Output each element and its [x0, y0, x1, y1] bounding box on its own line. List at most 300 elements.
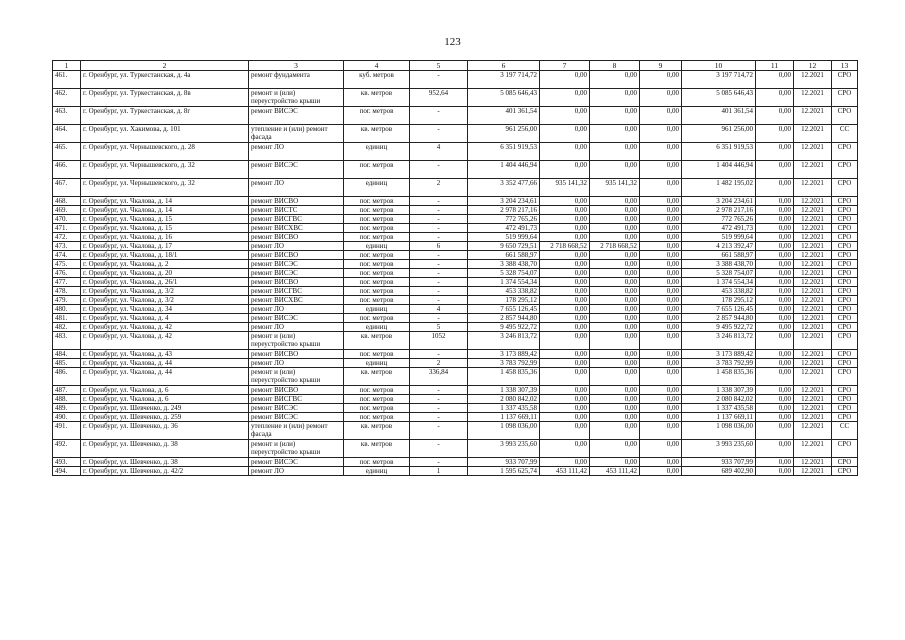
deadline-cell: 12.2021: [794, 386, 832, 395]
cost-cell: 0,00: [590, 386, 640, 395]
total-cost-cell: 472 491,73: [468, 224, 540, 233]
cost-cell: 772 765,26: [682, 215, 756, 224]
unit-cell: пог. метров: [344, 278, 410, 287]
address-cell: г. Оренбург, ул. Шевченко, д. 38: [81, 458, 249, 467]
deadline-cell: 12.2021: [794, 215, 832, 224]
cost-cell: 0,00: [540, 305, 590, 314]
table-row: [53, 332, 858, 350]
address-cell: г. Оренбург, ул. Шевченко, д. 259: [81, 413, 249, 422]
cost-cell: 0,00: [540, 224, 590, 233]
cost-cell: 2 857 944,80: [682, 314, 756, 323]
row-number: 489.: [53, 404, 81, 413]
method-cell: СРО: [832, 71, 858, 89]
table-row: [53, 242, 858, 251]
address-cell: г. Оренбург, ул. Шевченко, д. 38: [81, 440, 249, 458]
cost-cell: 0,00: [640, 305, 682, 314]
unit-cell: пог. метров: [344, 413, 410, 422]
cost-cell: 0,00: [540, 386, 590, 395]
total-cost-cell: 5 328 754,07: [468, 269, 540, 278]
row-number: 481.: [53, 314, 81, 323]
row-number: 461.: [53, 71, 81, 89]
cost-cell: 0,00: [756, 422, 794, 440]
quantity-cell: -: [410, 125, 468, 143]
cost-cell: 0,00: [540, 161, 590, 179]
deadline-cell: 12.2021: [794, 395, 832, 404]
work-type-cell: ремонт ВИСВО: [249, 350, 344, 359]
unit-cell: единиц: [344, 305, 410, 314]
row-number: 488.: [53, 395, 81, 404]
table-row: [53, 224, 858, 233]
row-number: 492.: [53, 440, 81, 458]
column-header: 2: [81, 61, 249, 71]
address-cell: г. Оренбург, ул. Туркестанская, д. 4а: [81, 71, 249, 89]
method-cell: СРО: [832, 368, 858, 386]
cost-cell: 0,00: [590, 107, 640, 125]
deadline-cell: 12.2021: [794, 269, 832, 278]
unit-cell: единиц: [344, 359, 410, 368]
work-type-cell: ремонт ВИСЭС: [249, 260, 344, 269]
cost-cell: 0,00: [590, 278, 640, 287]
work-type-cell: ремонт ВИСЭС: [249, 161, 344, 179]
unit-cell: единиц: [344, 467, 410, 476]
work-type-cell: ремонт ВИСЭС: [249, 314, 344, 323]
address-cell: г. Оренбург, ул. Чкалова, д. 3/2: [81, 287, 249, 296]
row-number: 464.: [53, 125, 81, 143]
cost-cell: 519 999,64: [682, 233, 756, 242]
cost-cell: 0,00: [640, 458, 682, 467]
method-cell: СРО: [832, 386, 858, 395]
cost-cell: 0,00: [590, 143, 640, 161]
work-type-cell: ремонт ЛО: [249, 305, 344, 314]
cost-cell: 0,00: [590, 332, 640, 350]
cost-cell: 0,00: [756, 71, 794, 89]
deadline-cell: 12.2021: [794, 206, 832, 215]
work-type-cell: ремонт ЛО: [249, 467, 344, 476]
cost-cell: 0,00: [540, 278, 590, 287]
cost-cell: 0,00: [590, 125, 640, 143]
cost-cell: 0,00: [540, 422, 590, 440]
cost-cell: 401 361,54: [682, 107, 756, 125]
work-type-cell: ремонт ВИСЭС: [249, 458, 344, 467]
cost-cell: 0,00: [640, 125, 682, 143]
total-cost-cell: 2 978 217,16: [468, 206, 540, 215]
deadline-cell: 12.2021: [794, 224, 832, 233]
method-cell: СРО: [832, 296, 858, 305]
cost-cell: 0,00: [540, 287, 590, 296]
column-header: 3: [249, 61, 344, 71]
table-row: [53, 404, 858, 413]
cost-cell: 0,00: [640, 440, 682, 458]
total-cost-cell: 1 458 835,36: [468, 368, 540, 386]
table-row: [53, 314, 858, 323]
table-row: [53, 278, 858, 287]
cost-cell: 0,00: [756, 161, 794, 179]
table-row: [53, 395, 858, 404]
cost-cell: 0,00: [640, 395, 682, 404]
address-cell: г. Оренбург, ул. Чкалова, д. 6: [81, 395, 249, 404]
table-row: [53, 206, 858, 215]
method-cell: СРО: [832, 242, 858, 251]
work-type-cell: ремонт фундамента: [249, 71, 344, 89]
row-number: 469.: [53, 206, 81, 215]
method-cell: СРО: [832, 467, 858, 476]
work-type-cell: ремонт ВИСВО: [249, 386, 344, 395]
table-row: [53, 467, 858, 476]
column-header: 8: [590, 61, 640, 71]
cost-cell: 3 173 889,42: [682, 350, 756, 359]
cost-cell: 0,00: [540, 359, 590, 368]
deadline-cell: 12.2021: [794, 314, 832, 323]
cost-cell: 0,00: [540, 71, 590, 89]
address-cell: г. Оренбург, ул. Шевченко, д. 249: [81, 404, 249, 413]
cost-cell: 0,00: [640, 332, 682, 350]
deadline-cell: 12.2021: [794, 179, 832, 197]
address-cell: г. Оренбург, ул. Чкалова, д. 43: [81, 350, 249, 359]
method-cell: СРО: [832, 323, 858, 332]
cost-cell: 0,00: [640, 287, 682, 296]
deadline-cell: 12.2021: [794, 260, 832, 269]
work-type-cell: ремонт и (или) переустройство крыши: [249, 368, 344, 386]
row-number: 470.: [53, 215, 81, 224]
quantity-cell: -: [410, 422, 468, 440]
cost-cell: 0,00: [540, 197, 590, 206]
column-header: 6: [468, 61, 540, 71]
cost-cell: 0,00: [640, 323, 682, 332]
cost-cell: 178 295,12: [682, 296, 756, 305]
row-number: 473.: [53, 242, 81, 251]
method-cell: СРО: [832, 143, 858, 161]
column-header: 4: [344, 61, 410, 71]
cost-cell: 933 707,99: [682, 458, 756, 467]
cost-cell: 0,00: [640, 260, 682, 269]
cost-cell: 0,00: [590, 251, 640, 260]
cost-cell: 0,00: [590, 395, 640, 404]
total-cost-cell: 5 085 646,43: [468, 89, 540, 107]
row-number: 487.: [53, 386, 81, 395]
quantity-cell: 336,84: [410, 368, 468, 386]
total-cost-cell: 2 857 944,80: [468, 314, 540, 323]
total-cost-cell: 3 352 477,66: [468, 179, 540, 197]
cost-cell: 0,00: [756, 413, 794, 422]
cost-cell: 0,00: [756, 314, 794, 323]
address-cell: г. Оренбург, ул. Чкалова, д. 20: [81, 269, 249, 278]
cost-cell: 0,00: [590, 458, 640, 467]
quantity-cell: -: [410, 404, 468, 413]
quantity-cell: -: [410, 269, 468, 278]
cost-cell: 0,00: [540, 413, 590, 422]
total-cost-cell: 772 765,26: [468, 215, 540, 224]
row-number: 491.: [53, 422, 81, 440]
method-cell: СРО: [832, 332, 858, 350]
work-type-cell: ремонт ЛО: [249, 179, 344, 197]
cost-cell: 0,00: [756, 251, 794, 260]
method-cell: СРО: [832, 404, 858, 413]
quantity-cell: -: [410, 278, 468, 287]
cost-cell: 1 337 435,58: [682, 404, 756, 413]
method-cell: СРО: [832, 89, 858, 107]
table-row: [53, 125, 858, 143]
cost-cell: 0,00: [756, 242, 794, 251]
cost-cell: 0,00: [590, 368, 640, 386]
cost-cell: 0,00: [640, 242, 682, 251]
quantity-cell: -: [410, 251, 468, 260]
row-number: 493.: [53, 458, 81, 467]
cost-cell: 0,00: [640, 296, 682, 305]
method-cell: СРО: [832, 269, 858, 278]
total-cost-cell: 1 098 036,00: [468, 422, 540, 440]
cost-cell: 0,00: [540, 368, 590, 386]
row-number: 494.: [53, 467, 81, 476]
unit-cell: пог. метров: [344, 296, 410, 305]
total-cost-cell: 961 256,00: [468, 125, 540, 143]
work-type-cell: ремонт ВИСХВС: [249, 296, 344, 305]
cost-cell: 0,00: [756, 296, 794, 305]
deadline-cell: 12.2021: [794, 305, 832, 314]
address-cell: г. Оренбург, ул. Шевченко, д. 36: [81, 422, 249, 440]
method-cell: СРО: [832, 287, 858, 296]
quantity-cell: -: [410, 413, 468, 422]
quantity-cell: -: [410, 224, 468, 233]
cost-cell: 0,00: [640, 224, 682, 233]
table-row: [53, 368, 858, 386]
total-cost-cell: 933 707,99: [468, 458, 540, 467]
cost-cell: 0,00: [640, 386, 682, 395]
cost-cell: 0,00: [590, 224, 640, 233]
cost-cell: 0,00: [640, 467, 682, 476]
quantity-cell: -: [410, 287, 468, 296]
work-type-cell: ремонт ЛО: [249, 359, 344, 368]
cost-cell: 0,00: [590, 323, 640, 332]
row-number: 490.: [53, 413, 81, 422]
work-type-cell: ремонт ВИСХВС: [249, 224, 344, 233]
cost-cell: 0,00: [756, 368, 794, 386]
table-row: [53, 350, 858, 359]
quantity-cell: -: [410, 314, 468, 323]
cost-cell: 0,00: [640, 278, 682, 287]
unit-cell: пог. метров: [344, 404, 410, 413]
table-row: [53, 287, 858, 296]
total-cost-cell: 519 999,64: [468, 233, 540, 242]
cost-cell: 5 328 754,07: [682, 269, 756, 278]
deadline-cell: 12.2021: [794, 422, 832, 440]
cost-cell: 0,00: [540, 314, 590, 323]
deadline-cell: 12.2021: [794, 332, 832, 350]
table-row: [53, 260, 858, 269]
column-header: 1: [53, 61, 81, 71]
total-cost-cell: 1 404 446,94: [468, 161, 540, 179]
cost-cell: 661 588,97: [682, 251, 756, 260]
address-cell: г. Оренбург, ул. Чкалова, д. 2: [81, 260, 249, 269]
method-cell: СРО: [832, 413, 858, 422]
work-type-cell: ремонт ВИСГВС: [249, 395, 344, 404]
cost-cell: 0,00: [640, 179, 682, 197]
cost-cell: 0,00: [756, 89, 794, 107]
unit-cell: кв. метров: [344, 125, 410, 143]
row-number: 477.: [53, 278, 81, 287]
deadline-cell: 12.2021: [794, 359, 832, 368]
work-type-cell: ремонт ВИСВО: [249, 251, 344, 260]
method-cell: СРО: [832, 440, 858, 458]
cost-cell: 7 655 126,45: [682, 305, 756, 314]
deadline-cell: 12.2021: [794, 458, 832, 467]
column-header: 5: [410, 61, 468, 71]
cost-cell: 0,00: [756, 206, 794, 215]
work-type-cell: ремонт ВИСЭС: [249, 107, 344, 125]
cost-cell: 0,00: [590, 404, 640, 413]
cost-cell: 0,00: [640, 215, 682, 224]
quantity-cell: -: [410, 350, 468, 359]
cost-cell: 1 338 307,39: [682, 386, 756, 395]
cost-cell: 3 783 792,99: [682, 359, 756, 368]
cost-cell: 6 351 919,53: [682, 143, 756, 161]
total-cost-cell: 3 204 234,61: [468, 197, 540, 206]
unit-cell: кв. метров: [344, 89, 410, 107]
cost-cell: 0,00: [590, 287, 640, 296]
cost-cell: 0,00: [756, 224, 794, 233]
unit-cell: пог. метров: [344, 206, 410, 215]
address-cell: г. Оренбург, ул. Чкалова, д. 34: [81, 305, 249, 314]
cost-cell: 0,00: [640, 314, 682, 323]
row-number: 475.: [53, 260, 81, 269]
deadline-cell: 12.2021: [794, 404, 832, 413]
cost-cell: 0,00: [590, 296, 640, 305]
quantity-cell: -: [410, 215, 468, 224]
cost-cell: 1 458 835,36: [682, 368, 756, 386]
cost-cell: 0,00: [756, 359, 794, 368]
cost-cell: 0,00: [590, 350, 640, 359]
unit-cell: пог. метров: [344, 386, 410, 395]
work-type-cell: ремонт ВИСЭС: [249, 413, 344, 422]
row-number: 474.: [53, 251, 81, 260]
deadline-cell: 12.2021: [794, 368, 832, 386]
table-row: [53, 269, 858, 278]
unit-cell: кв. метров: [344, 332, 410, 350]
table-row: [53, 71, 858, 89]
address-cell: г. Оренбург, ул. Чкалова, д. 3/2: [81, 296, 249, 305]
total-cost-cell: 453 338,82: [468, 287, 540, 296]
deadline-cell: 12.2021: [794, 323, 832, 332]
method-cell: СС: [832, 125, 858, 143]
quantity-cell: -: [410, 440, 468, 458]
address-cell: г. Оренбург, ул. Чернышевского, д. 32: [81, 179, 249, 197]
unit-cell: кв. метров: [344, 440, 410, 458]
unit-cell: пог. метров: [344, 197, 410, 206]
quantity-cell: 952,64: [410, 89, 468, 107]
cost-cell: 0,00: [540, 323, 590, 332]
method-cell: СРО: [832, 224, 858, 233]
quantity-cell: -: [410, 161, 468, 179]
cost-cell: 2 718 668,52: [540, 242, 590, 251]
cost-cell: 0,00: [756, 287, 794, 296]
method-cell: СРО: [832, 314, 858, 323]
quantity-cell: -: [410, 71, 468, 89]
row-number: 463.: [53, 107, 81, 125]
deadline-cell: 12.2021: [794, 278, 832, 287]
capital-repair-table: [52, 60, 858, 476]
cost-cell: 0,00: [590, 260, 640, 269]
work-type-cell: ремонт ЛО: [249, 242, 344, 251]
cost-cell: 0,00: [590, 215, 640, 224]
cost-cell: 9 495 922,72: [682, 323, 756, 332]
table-row: [53, 413, 858, 422]
cost-cell: 5 085 646,43: [682, 89, 756, 107]
cost-cell: 3 197 714,72: [682, 71, 756, 89]
work-type-cell: ремонт ВИСГВС: [249, 287, 344, 296]
quantity-cell: -: [410, 206, 468, 215]
row-number: 484.: [53, 350, 81, 359]
table-row: [53, 386, 858, 395]
cost-cell: 453 338,82: [682, 287, 756, 296]
deadline-cell: 12.2021: [794, 287, 832, 296]
unit-cell: пог. метров: [344, 251, 410, 260]
cost-cell: 1 098 036,00: [682, 422, 756, 440]
cost-cell: 689 402,90: [682, 467, 756, 476]
total-cost-cell: 1 337 435,58: [468, 404, 540, 413]
row-number: 482.: [53, 323, 81, 332]
cost-cell: 0,00: [640, 359, 682, 368]
cost-cell: 0,00: [590, 359, 640, 368]
table-row: [53, 161, 858, 179]
method-cell: СРО: [832, 197, 858, 206]
row-number: 471.: [53, 224, 81, 233]
cost-cell: 0,00: [756, 260, 794, 269]
cost-cell: 0,00: [540, 206, 590, 215]
unit-cell: пог. метров: [344, 287, 410, 296]
quantity-cell: 1052: [410, 332, 468, 350]
quantity-cell: 6: [410, 242, 468, 251]
cost-cell: 0,00: [540, 332, 590, 350]
cost-cell: 0,00: [590, 233, 640, 242]
unit-cell: пог. метров: [344, 350, 410, 359]
work-type-cell: ремонт ВИСЭС: [249, 269, 344, 278]
deadline-cell: 12.2021: [794, 251, 832, 260]
method-cell: СС: [832, 422, 858, 440]
method-cell: СРО: [832, 215, 858, 224]
total-cost-cell: 661 588,97: [468, 251, 540, 260]
cost-cell: 0,00: [590, 305, 640, 314]
address-cell: г. Оренбург, ул. Чкалова, д. 14: [81, 206, 249, 215]
quantity-cell: 4: [410, 305, 468, 314]
row-number: 479.: [53, 296, 81, 305]
unit-cell: пог. метров: [344, 215, 410, 224]
work-type-cell: ремонт ЛО: [249, 323, 344, 332]
method-cell: СРО: [832, 107, 858, 125]
cost-cell: 0,00: [540, 89, 590, 107]
cost-cell: 0,00: [640, 161, 682, 179]
address-cell: г. Оренбург, ул. Чкалова, д. 18/1: [81, 251, 249, 260]
total-cost-cell: 401 361,54: [468, 107, 540, 125]
quantity-cell: -: [410, 458, 468, 467]
cost-cell: 0,00: [540, 143, 590, 161]
deadline-cell: 12.2021: [794, 350, 832, 359]
deadline-cell: 12.2021: [794, 467, 832, 476]
total-cost-cell: 1 137 669,11: [468, 413, 540, 422]
address-cell: г. Оренбург, ул. Чернышевского, д. 32: [81, 161, 249, 179]
method-cell: СРО: [832, 260, 858, 269]
quantity-cell: -: [410, 386, 468, 395]
work-type-cell: ремонт и (или) переустройство крыши: [249, 89, 344, 107]
row-number: 465.: [53, 143, 81, 161]
cost-cell: 0,00: [756, 278, 794, 287]
unit-cell: единиц: [344, 179, 410, 197]
deadline-cell: 12.2021: [794, 296, 832, 305]
address-cell: г. Оренбург, ул. Чкалова, д. 42: [81, 332, 249, 350]
unit-cell: кв. метров: [344, 422, 410, 440]
total-cost-cell: 3 388 438,70: [468, 260, 540, 269]
work-type-cell: ремонт ВИСТС: [249, 206, 344, 215]
quantity-cell: -: [410, 233, 468, 242]
work-type-cell: утепление и (или) ремонт фасада: [249, 125, 344, 143]
